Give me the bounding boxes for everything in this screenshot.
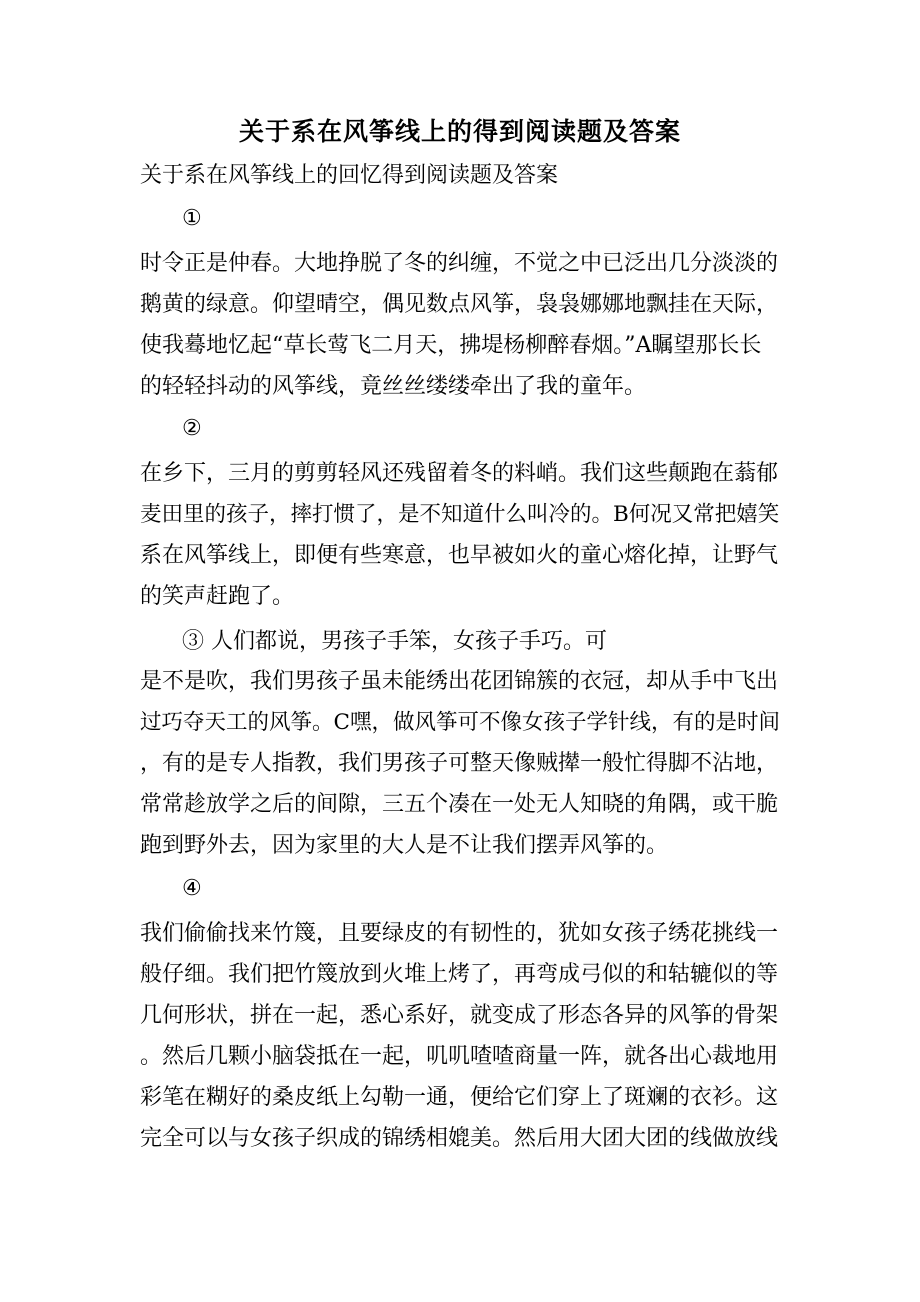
paragraph-marker-2: ② [182,416,202,441]
document-subtitle: 关于系在风筝线上的回忆得到阅读题及答案 [140,163,559,188]
paragraph-2-line-3: 系在风筝线上，即便有些寒意，也早被如火的童心熔化掉，让野气 [140,543,779,568]
paragraph-1-line-4: 的轻轻抖动的风筝线，竟丝丝缕缕牵出了我的童年。 [140,374,647,399]
paragraph-3-line-1: 是不是吹，我们男孩子虽未能绣出花团锦簇的衣冠，却从手中飞出 [140,669,779,694]
paragraph-2-line-1: 在乡下，三月的剪剪轻风还残留着冬的料峭。我们这些颠跑在蓊郁 [140,461,779,486]
paragraph-marker-4: ④ [182,876,202,901]
paragraph-4-line-2: 般仔细。我们把竹篾放到火堆上烤了，再弯成弓似的和轱辘似的等 [140,962,779,987]
paragraph-marker-1: ① [182,206,202,231]
paragraph-1-line-1: 时令正是仲春。大地挣脱了冬的纠缠，不觉之中已泛出几分淡淡的 [140,251,779,276]
paragraph-3-line-2: 过巧夺天工的风筝。C嘿，做风筝可不像女孩子学针线，有的是时间 [140,710,780,735]
paragraph-4-line-3: 几何形状，拼在一起，悉心系好，就变成了形态各异的风筝的骨架 [140,1003,779,1028]
paragraph-1-line-2: 鹅黄的绿意。仰望晴空，偶见数点风筝，袅袅娜娜地飘挂在天际， [140,292,779,317]
paragraph-2-line-4: 的笑声赶跑了。 [140,584,295,609]
paragraph-4-line-6: 完全可以与女孩子织成的锦绣相媲美。然后用大团大团的线做放线 [140,1126,779,1151]
paragraph-4-line-5: 彩笔在糊好的桑皮纸上勾勒一通，便给它们穿上了斑斓的衣衫。这 [140,1085,779,1110]
paragraph-3-line-3: ，有的是专人指教，我们男孩子可整天像贼撵一般忙得脚不沾地， [140,751,779,776]
paragraph-3-line-4: 常常趁放学之后的间隙，三五个凑在一处无人知晓的角隅，或干脆 [140,792,779,817]
paragraph-1-line-3: 使我蓦地忆起“草长莺飞二月天，拂堤杨柳醉春烟。”A瞩望那长长 [140,333,762,358]
document-title: 关于系在风筝线上的得到阅读题及答案 [238,117,681,146]
paragraph-3-line-5: 跑到野外去，因为家里的大人是不让我们摆弄风筝的。 [140,833,669,858]
paragraph-2-line-2: 麦田里的孩子，摔打惯了，是不知道什么叫冷的。B何况又常把嬉笑 [140,502,780,527]
paragraph-4-line-4: 。然后几颗小脑袋抵在一起，叽叽喳喳商量一阵，就各出心裁地用 [140,1044,779,1069]
paragraph-marker-3: ③ 人们都说，男孩子手笨，女孩子手巧。可 [182,629,607,654]
paragraph-4-line-1: 我们偷偷找来竹篾，且要绿皮的有韧性的，犹如女孩子绣花挑线一 [140,921,779,946]
